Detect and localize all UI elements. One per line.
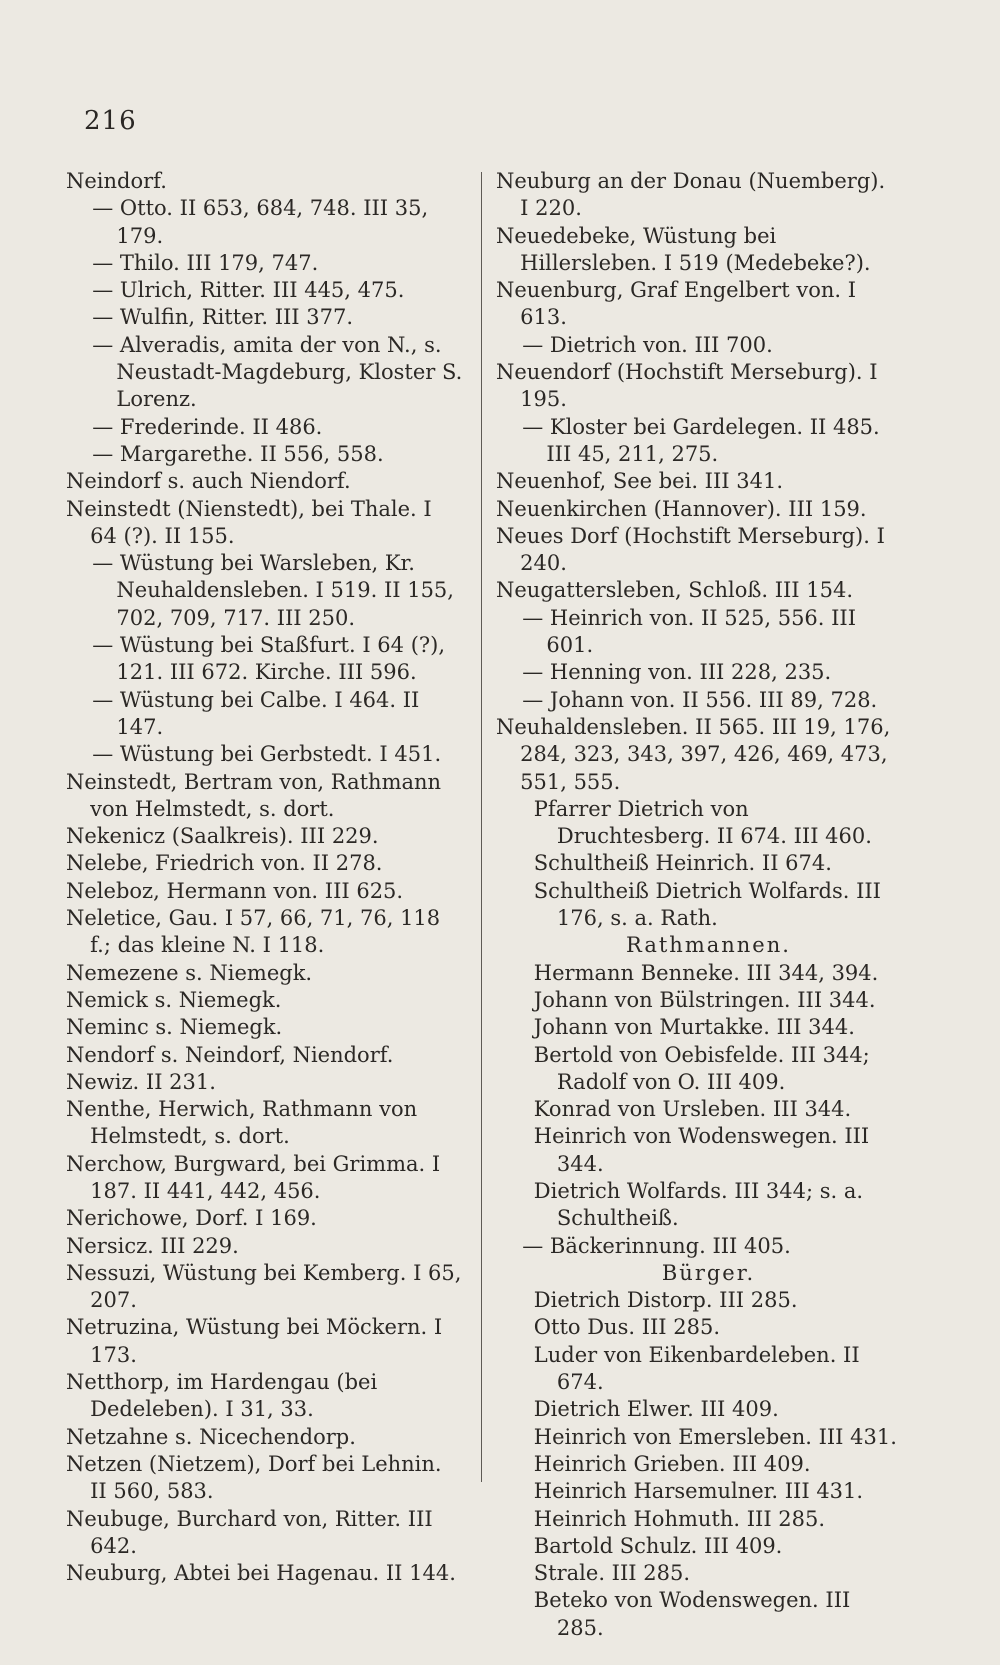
index-entry: Nersicz. III 229. (66, 1233, 239, 1258)
index-entry: Neuburg an der Donau (Nuemberg). I 220. (496, 169, 886, 221)
index-entry: — Wüstung bei Calbe. I 464. II 147. (92, 687, 420, 739)
index-entry: Neuenkirchen (Hannover). III 159. (496, 496, 867, 521)
index-entry: Dietrich Distorp. III 285. (533, 1288, 798, 1313)
index-entry: Nenthe, Herwich, Rathmann von Helmstedt, s. dort. (66, 1097, 418, 1149)
index-entry: Heinrich Hohmuth. III 285. (533, 1506, 826, 1531)
index-entry: Nemick s. Niemegk. (66, 987, 282, 1012)
index-entry: — Wüstung bei Warsleben, Kr. Neuhaldensleben. I 519. II 155, 702, 709, 717. III 250. (92, 551, 454, 630)
index-entry: Neindorf s. auch Niendorf. (66, 469, 351, 494)
index-entry: Pfarrer Dietrich von Druchtesberg. II 674. III 460. (533, 796, 872, 849)
index-entry: Nelebe, Friedrich von. II 278. (66, 851, 383, 876)
index-entry: Netzen (Nietzem), Dorf bei Lehnin. II 560, 583. (66, 1451, 442, 1504)
index-entry: Schultheiß Dietrich Wolfards. III 176, s. a. Rath. (533, 878, 881, 931)
index-entry: Newiz. II 231. (66, 1069, 216, 1094)
index-column-left (66, 168, 464, 1587)
index-entry: Hermann Benneke. III 344, 394. (533, 960, 879, 985)
index-entry: Neinstedt (Nienstedt), bei Thale. I 64 (?). II 155. (66, 496, 432, 548)
index-entry: — Dietrich von. III 700. (522, 332, 773, 357)
index-entry: Johann von Bülstringen. III 344. (533, 987, 876, 1012)
index-column-right (496, 168, 900, 1642)
index-entry: Neletice, Gau. I 57, 66, 71, 76, 118 f.; das kleine N. I 118. (66, 906, 441, 958)
index-entry: — Johann von. II 556. III 89, 728. (522, 687, 878, 712)
index-entry: Luder von Eikenbardeleben. II 674. (533, 1342, 860, 1395)
section-heading: Rathmannen. (626, 933, 791, 958)
index-entry: Konrad von Ursleben. III 344. (533, 1097, 852, 1122)
index-entry: Bertold von Oebisfelde. III 344; Radolf von O. III 409. (533, 1042, 870, 1094)
index-entry: Nemezene s. Niemegk. (66, 960, 313, 985)
index-entry: Dietrich Elwer. III 409. (533, 1397, 779, 1422)
index-entry: Netthorp, im Hardengau (bei Dedeleben). I 31, 33. (66, 1370, 378, 1422)
index-entry: — Henning von. III 228, 235. (522, 660, 832, 685)
index-entry: — Frederinde. II 486. (92, 414, 323, 439)
index-entry: Neuendorf (Hochstift Merseburg). I 195. (496, 360, 878, 412)
index-entry: Bartold Schulz. III 409. (533, 1533, 783, 1558)
page-number: 216 (84, 106, 137, 136)
index-entry: Strale. III 285. (533, 1561, 690, 1586)
index-entry: Neubuge, Burchard von, Ritter. III 642. (66, 1506, 433, 1558)
index-entry: — Heinrich von. II 525, 556. III 601. (522, 605, 857, 658)
index-entry: Johann von Murtakke. III 344. (533, 1015, 855, 1040)
index-entry: Neleboz, Hermann von. III 625. (66, 878, 404, 903)
index-entry: Heinrich Harsemulner. III 431. (533, 1479, 864, 1504)
index-entry: Dietrich Wolfards. III 344; s. a. Schultheiß. (533, 1178, 864, 1231)
index-entry: — Bäckerinnung. III 405. (522, 1233, 791, 1258)
index-entry: Neuedebeke, Wüstung bei Hillersleben. I 519 (Medebeke?). (496, 223, 871, 275)
index-entry: Neuenhof, See bei. III 341. (496, 469, 783, 494)
index-entry: Schultheiß Heinrich. II 674. (533, 851, 832, 876)
index-entry: Netruzina, Wüstung bei Möckern. I 173. (66, 1315, 443, 1367)
index-entry: Neuenburg, Graf Engelbert von. I 613. (496, 278, 857, 330)
index-entry: — Wüstung bei Gerbstedt. I 451. (92, 742, 442, 767)
index-entry: — Wüstung bei Staßfurt. I 64 (?), 121. III 672. Kirche. III 596. (92, 633, 446, 685)
index-entry: Nekenicz (Saalkreis). III 229. (66, 824, 379, 849)
column-divider (481, 172, 482, 1482)
index-entry: Heinrich von Wodenswegen. III 344. (533, 1124, 870, 1176)
index-entry: Neinstedt, Bertram von, Rathmann von Helmstedt, s. dort. (66, 769, 442, 821)
index-entry: Nerchow, Burgward, bei Grimma. I 187. II 441, 442, 456. (66, 1151, 441, 1203)
index-entry: — Alveradis, amita der von N., s. Neustadt-Magdeburg, Kloster S. Lorenz. (92, 332, 463, 412)
index-entry: — Wulfin, Ritter. III 377. (92, 305, 354, 330)
section-heading: Bürger. (661, 1260, 756, 1285)
index-entry: Neindorf. (66, 169, 167, 193)
index-entry: Neuhaldensleben. II 565. III 19, 176, 284, 323, 343, 397, 426, 469, 473, 551, 555. (496, 714, 891, 794)
index-entry: Beteko von Wodenswegen. III 285. (533, 1588, 851, 1640)
index-entry: — Margarethe. II 556, 558. (92, 441, 384, 466)
index-entry: — Ulrich, Ritter. III 445, 475. (92, 278, 405, 303)
index-entry: — Thilo. III 179, 747. (92, 250, 319, 275)
index-entry: Heinrich Grieben. III 409. (533, 1451, 811, 1476)
index-entry: Heinrich von Emersleben. III 431. (533, 1424, 897, 1449)
index-entry: Neuburg, Abtei bei Hagenau. II 144. (66, 1561, 456, 1586)
index-entry: Nendorf s. Neindorf, Niendorf. (66, 1042, 394, 1067)
index-entry: Neugattersleben, Schloß. III 154. (496, 578, 854, 603)
index-entry: Netzahne s. Nicechendorp. (66, 1424, 356, 1449)
index-entry: — Kloster bei Gardelegen. II 485. III 45, 211, 275. (522, 414, 880, 466)
index-entry: Neminc s. Niemegk. (66, 1015, 283, 1040)
index-entry: Nessuzi, Wüstung bei Kemberg. I 65, 207. (66, 1260, 462, 1313)
index-entry: Neues Dorf (Hochstift Merseburg). I 240. (496, 523, 885, 576)
index-entry: Otto Dus. III 285. (533, 1315, 721, 1340)
index-entry: Nerichowe, Dorf. I 169. (66, 1206, 317, 1231)
index-entry: — Otto. II 653, 684, 748. III 35, 179. (92, 196, 429, 248)
